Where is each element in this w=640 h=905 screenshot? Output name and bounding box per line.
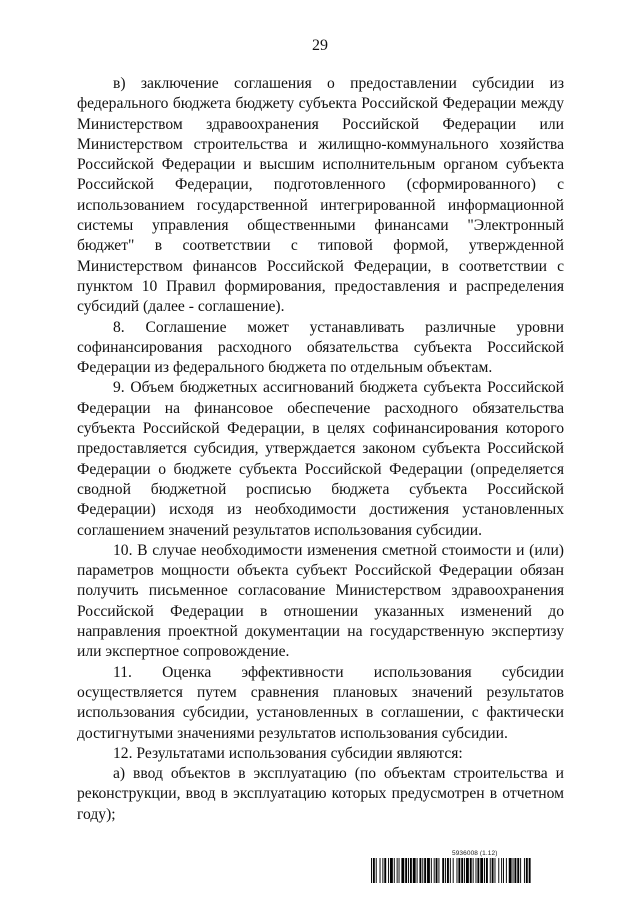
paragraph-12: 12. Результатами использования субсидии являются: xyxy=(113,744,463,762)
paragraph-9: 9. Объем бюджетных ассигнований бюджета субъекта Российской Федерации на финансовое обеспечение расходного обязательства субъекта Российской Федерации, в целях софинансирования которого предоставляется субсидия, утверждается законом субъекта Российской Федерации о бюджете субъекта Российской Федерации (определяется сводной бюджетной росписью бюджета субъекта Российской Федерации) исходя из необходимости достижения установленных соглашением значений результатов использования субсидии. xyxy=(77,379,564,539)
barcode-icon xyxy=(371,858,594,883)
paragraph-12a: а) ввод объектов в эксплуатацию (по объектам строительства и реконструкции, ввод в эксплуатацию которых предусмотрен в отчетном году); xyxy=(77,765,564,823)
paragraph-7v: в) заключение соглашения о предоставлении субсидии из федерального бюджета бюджету субъекта Российской Федерации между Министерством здравоохранения Российской Федерации или Министерством строительства и жилищно-коммунального хозяйства Российской Федерации и высшим исполнительным органом субъекта Российской Федерации, подготовленного (сформированного) с использованием государственной интегрированной информационной системы управления общественными финансами "Электронный бюджет" в соответствии с типовой формой, утвержденной Министерством финансов Российской Федерации, в соответствии с пунктом 10 Правил формирования, предоставления и распределения субсидий (далее - соглашение). xyxy=(77,75,564,316)
paragraph-10: 10. В случае необходимости изменения сметной стоимости и (или) параметров мощности объекта субъект Российской Федерации обязан получить письменное согласование Министерством здравоохранения Российской Федерации в отношении указанных изменений до направления проектной документации на государственную экспертизу или экспертное сопровождение. xyxy=(77,541,564,661)
page-number: 29 xyxy=(312,37,328,54)
paragraph-8: 8. Соглашение может устанавливать различные уровни софинансирования расходного обязательства субъекта Российской Федерации из федерального бюджета по отдельным объектам. xyxy=(77,318,564,377)
document-code: 5936008 (1.12) xyxy=(452,850,498,857)
document-body xyxy=(77,74,564,825)
paragraph-11: 11. Оценка эффективности использования субсидии осуществляется путем сравнения плановых значений результатов использования субсидии, установленных в соглашении, с фактически достигнутыми значениями результатов использования субсидии. xyxy=(77,663,564,742)
